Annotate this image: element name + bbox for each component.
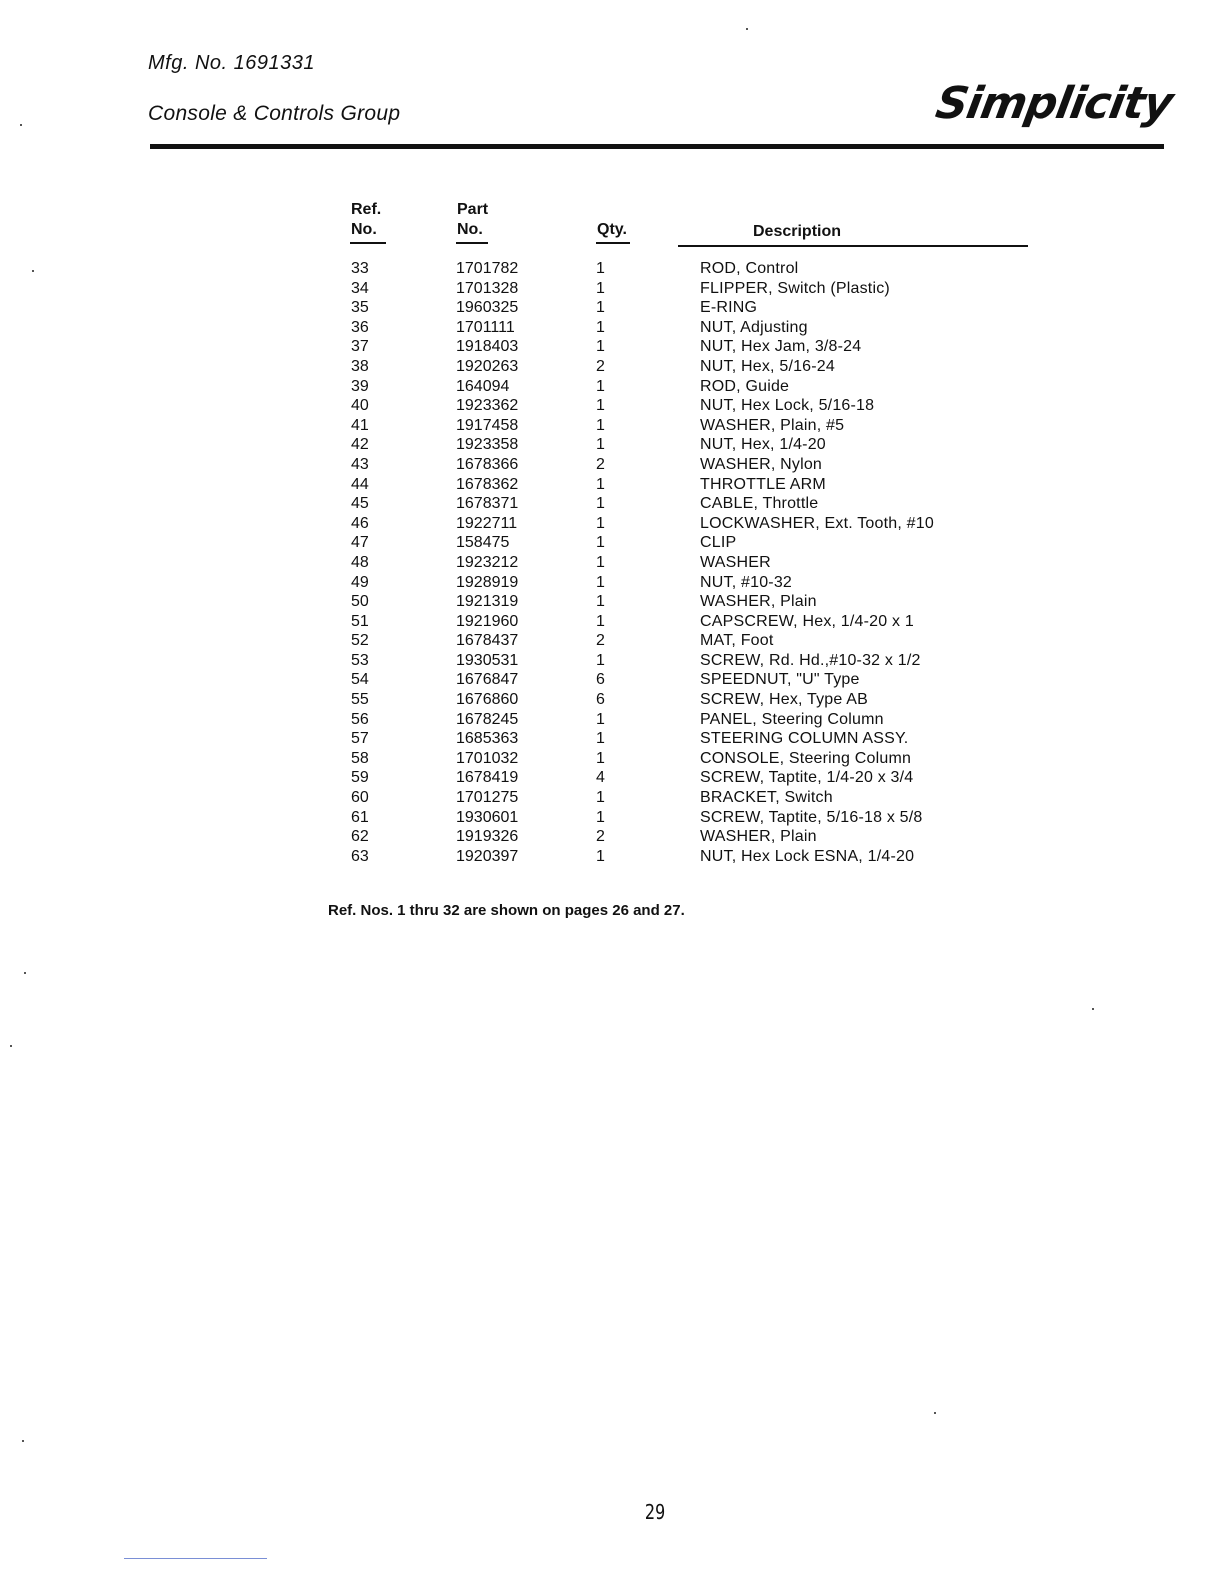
table-row <box>0 847 1224 867</box>
description-cell: WASHER, Nylon <box>700 455 823 473</box>
description-cell: NUT, Adjusting <box>700 318 808 336</box>
part-no-cell: 1921960 <box>456 612 519 630</box>
qty-cell: 1 <box>596 318 605 336</box>
qty-cell: 2 <box>596 632 605 650</box>
ref-no-cell: 53 <box>351 651 369 669</box>
ref-no-cell: 62 <box>351 828 369 846</box>
table-row <box>0 259 1224 279</box>
qty-cell: 1 <box>596 847 605 865</box>
part-no-cell: 1678362 <box>456 475 519 493</box>
table-row <box>0 416 1224 436</box>
description-cell: CABLE, Throttle <box>700 495 819 513</box>
ref-no-cell: 34 <box>351 279 369 297</box>
table-row <box>0 592 1224 612</box>
ref-no-cell: 37 <box>351 338 369 356</box>
part-no-cell: 1923212 <box>456 553 519 571</box>
group-title: Console & Controls Group <box>148 102 401 125</box>
table-row <box>0 514 1224 534</box>
scan-speck <box>934 1412 936 1414</box>
table-row <box>0 631 1224 651</box>
qty-header-underline <box>596 242 630 244</box>
part-no-cell: 1917458 <box>456 416 519 434</box>
table-row <box>0 553 1224 573</box>
part-header-line1: Part <box>457 201 489 218</box>
qty-cell: 1 <box>596 710 605 728</box>
qty-cell: 1 <box>596 651 605 669</box>
qty-cell: 1 <box>596 279 605 297</box>
qty-cell: 1 <box>596 808 605 826</box>
part-no-cell: 1920263 <box>456 357 519 375</box>
table-row <box>0 279 1224 299</box>
qty-cell: 1 <box>596 260 605 277</box>
table-row <box>0 494 1224 514</box>
description-cell: FLIPPER, Switch (Plastic) <box>700 279 890 297</box>
simplicity-logo: Simplicity <box>932 78 1177 129</box>
qty-cell: 4 <box>596 769 605 787</box>
part-no-cell: 1701111 <box>456 318 515 336</box>
description-cell: MAT, Foot <box>700 632 774 650</box>
qty-cell: 1 <box>596 495 605 513</box>
qty-header: Qty. <box>597 221 627 238</box>
part-no-cell: 1678437 <box>456 632 519 650</box>
footnote: Ref. Nos. 1 thru 32 are shown on pages 26 and 27. <box>328 902 685 919</box>
part-no-cell: 1678366 <box>456 455 519 473</box>
qty-cell: 2 <box>596 357 605 375</box>
part-no-cell: 1701328 <box>456 279 519 297</box>
table-row <box>0 377 1224 397</box>
scan-speck <box>22 1440 24 1442</box>
description-cell: ROD, Control <box>700 260 799 277</box>
qty-cell: 1 <box>596 338 605 356</box>
part-no-cell: 1678245 <box>456 710 519 728</box>
part-no-cell: 1921319 <box>456 593 519 611</box>
ref-no-cell: 35 <box>351 299 369 317</box>
mfg-number: Mfg. No. 1691331 <box>148 52 315 74</box>
ref-no-cell: 33 <box>351 260 369 277</box>
description-cell: WASHER, Plain, #5 <box>700 416 845 434</box>
table-row <box>0 396 1224 416</box>
description-cell: LOCKWASHER, Ext. Tooth, #10 <box>700 514 934 532</box>
ref-no-cell: 58 <box>351 749 369 767</box>
part-no-cell: 1923358 <box>456 436 519 454</box>
ref-header-line1: Ref. <box>351 201 382 218</box>
qty-cell: 1 <box>596 553 605 571</box>
ref-no-cell: 55 <box>351 691 369 709</box>
table-row <box>0 612 1224 632</box>
description-cell: NUT, Hex, 5/16-24 <box>700 357 836 375</box>
part-no-cell: 164094 <box>456 377 510 395</box>
description-cell: SCREW, Taptite, 5/16-18 x 5/8 <box>700 808 923 826</box>
description-cell: NUT, #10-32 <box>700 573 793 591</box>
ref-no-cell: 40 <box>351 397 369 415</box>
description-cell: PANEL, Steering Column <box>700 710 884 728</box>
ref-no-cell: 45 <box>351 495 369 513</box>
part-no-cell: 1676847 <box>456 671 519 689</box>
part-header-line2: No. <box>457 221 483 238</box>
part-no-cell: 1918403 <box>456 338 519 356</box>
description-cell: NUT, Hex Jam, 3/8-24 <box>700 338 862 356</box>
description-cell: SCREW, Rd. Hd.,#10-32 x 1/2 <box>700 651 921 669</box>
table-row <box>0 808 1224 828</box>
ref-no-cell: 52 <box>351 632 369 650</box>
description-cell: ROD, Guide <box>700 377 790 395</box>
scan-speck <box>746 28 748 30</box>
qty-cell: 1 <box>596 749 605 767</box>
ref-no-cell: 57 <box>351 730 369 748</box>
part-no-cell: 1685363 <box>456 730 519 748</box>
description-cell: WASHER, Plain <box>700 828 817 846</box>
description-header-underline <box>678 245 1028 247</box>
scan-speck <box>10 1045 12 1047</box>
qty-cell: 1 <box>596 377 605 395</box>
table-row <box>0 788 1224 808</box>
part-no-cell: 1920397 <box>456 847 519 865</box>
table-row <box>0 573 1224 593</box>
table-row <box>0 729 1224 749</box>
description-cell: SCREW, Taptite, 1/4-20 x 3/4 <box>700 769 914 787</box>
scan-speck <box>24 972 26 974</box>
ref-no-cell: 54 <box>351 671 369 689</box>
ref-no-cell: 42 <box>351 436 369 454</box>
part-no-cell: 1930601 <box>456 808 519 826</box>
ref-no-cell: 61 <box>351 808 369 826</box>
table-row <box>0 651 1224 671</box>
table-row <box>0 475 1224 495</box>
table-row <box>0 670 1224 690</box>
qty-cell: 1 <box>596 573 605 591</box>
qty-cell: 1 <box>596 612 605 630</box>
ref-no-cell: 43 <box>351 455 369 473</box>
part-no-cell: 1928919 <box>456 573 519 591</box>
part-no-cell: 1923362 <box>456 397 519 415</box>
ref-no-cell: 63 <box>351 847 369 865</box>
ref-no-cell: 49 <box>351 573 369 591</box>
scan-speck <box>32 270 34 272</box>
qty-cell: 6 <box>596 671 605 689</box>
description-cell: NUT, Hex Lock ESNA, 1/4-20 <box>700 847 915 865</box>
description-cell: E-RING <box>700 299 758 317</box>
part-no-cell: 1960325 <box>456 299 519 317</box>
scan-speck <box>1092 1008 1094 1010</box>
table-row <box>0 337 1224 357</box>
ref-no-cell: 44 <box>351 475 369 493</box>
ref-no-cell: 36 <box>351 318 369 336</box>
description-cell: NUT, Hex Lock, 5/16-18 <box>700 397 875 415</box>
description-cell: BRACKET, Switch <box>700 789 833 807</box>
ref-no-header <box>351 200 381 240</box>
ref-no-cell: 48 <box>351 553 369 571</box>
qty-cell: 1 <box>596 514 605 532</box>
table-row <box>0 455 1224 475</box>
part-no-cell: 1701032 <box>456 749 519 767</box>
ref-no-cell: 51 <box>351 612 369 630</box>
description-cell: CAPSCREW, Hex, 1/4-20 x 1 <box>700 612 914 630</box>
qty-cell: 2 <box>596 828 605 846</box>
table-row <box>0 533 1224 553</box>
qty-cell: 1 <box>596 730 605 748</box>
part-header-underline <box>456 242 488 244</box>
part-no-cell: 1701782 <box>456 260 519 277</box>
qty-cell: 1 <box>596 593 605 611</box>
ref-header-underline <box>350 242 386 244</box>
ref-no-cell: 60 <box>351 789 369 807</box>
table-row <box>0 298 1224 318</box>
qty-cell: 6 <box>596 691 605 709</box>
description-cell: SPEEDNUT, "U" Type <box>700 671 860 689</box>
ref-no-cell: 50 <box>351 593 369 611</box>
description-cell: WASHER <box>700 553 771 571</box>
ref-no-cell: 59 <box>351 769 369 787</box>
part-no-cell: 1678419 <box>456 769 519 787</box>
part-no-header <box>457 200 488 240</box>
part-no-cell: 1701275 <box>456 789 519 807</box>
description-cell: WASHER, Plain <box>700 593 817 611</box>
scan-speck <box>20 124 22 126</box>
scan-underline-artifact <box>124 1558 267 1559</box>
table-row <box>0 318 1224 338</box>
qty-cell: 1 <box>596 416 605 434</box>
part-no-cell: 1676860 <box>456 691 519 709</box>
table-row <box>0 690 1224 710</box>
header-rule <box>150 144 1164 149</box>
table-row <box>0 357 1224 377</box>
table-row <box>0 710 1224 730</box>
part-no-cell: 1919326 <box>456 828 519 846</box>
qty-cell: 1 <box>596 789 605 807</box>
qty-cell: 1 <box>596 534 605 552</box>
table-row <box>0 768 1224 788</box>
ref-no-cell: 56 <box>351 710 369 728</box>
ref-no-cell: 46 <box>351 514 369 532</box>
description-header: Description <box>753 223 842 240</box>
parts-table <box>0 259 1224 866</box>
description-cell: THROTTLE ARM <box>700 475 826 493</box>
qty-cell: 1 <box>596 436 605 454</box>
description-cell: NUT, Hex, 1/4-20 <box>700 436 826 454</box>
table-row <box>0 435 1224 455</box>
qty-cell: 1 <box>596 475 605 493</box>
qty-cell: 1 <box>596 397 605 415</box>
description-cell: CLIP <box>700 534 737 552</box>
table-row <box>0 827 1224 847</box>
ref-no-cell: 47 <box>351 534 369 552</box>
part-no-cell: 1930531 <box>456 651 519 669</box>
description-cell: SCREW, Hex, Type AB <box>700 691 869 709</box>
ref-no-cell: 38 <box>351 357 369 375</box>
part-no-cell: 1922711 <box>456 514 518 532</box>
qty-cell: 1 <box>596 299 605 317</box>
ref-no-cell: 39 <box>351 377 369 395</box>
ref-no-cell: 41 <box>351 416 369 434</box>
part-no-cell: 1678371 <box>456 495 519 513</box>
page-number: 29 <box>644 1500 666 1524</box>
description-cell: STEERING COLUMN ASSY. <box>700 730 909 748</box>
table-row <box>0 749 1224 769</box>
part-no-cell: 158475 <box>456 534 510 552</box>
ref-header-line2: No. <box>351 221 377 238</box>
qty-cell: 2 <box>596 455 605 473</box>
description-cell: CONSOLE, Steering Column <box>700 749 912 767</box>
